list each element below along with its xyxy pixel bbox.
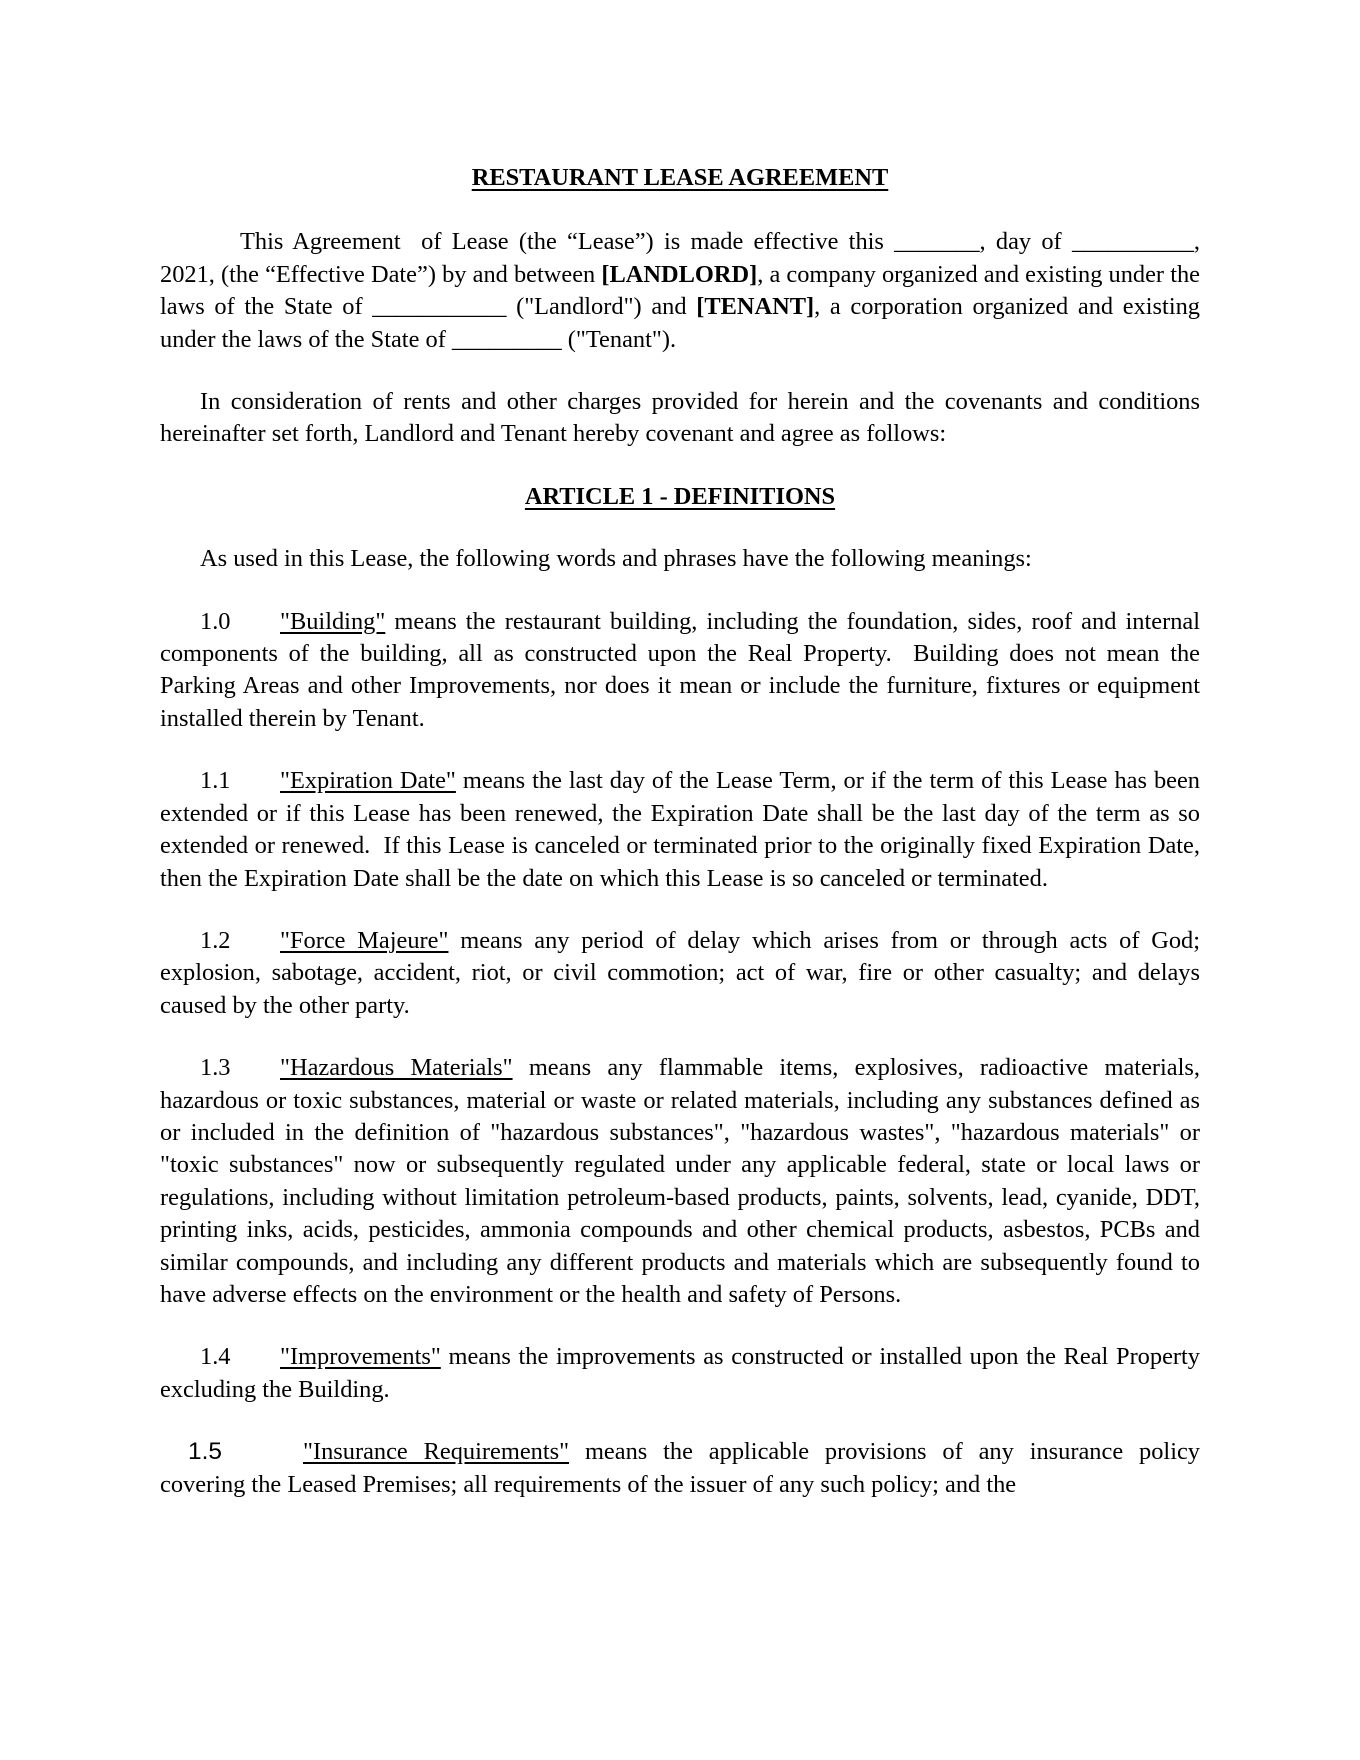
definition-body: means the last day of the Lease Term, or if the term of this Lease has been extended or if this Lease has been renewed, the Expiration Date shall be the last day of the term as so extended or renewed. If this Lease is canceled or terminated prior to the originally fixed Expiration Date, then the Expiration Date shall be the date on which this Lease is so canceled or terminated.: [160, 767, 1200, 892]
definition-item-expiration-date: [160, 765, 1200, 895]
definition-item-insurance-requirements: [160, 1436, 1200, 1501]
definition-number: 1.2: [200, 926, 231, 954]
definition-term: "Force Majeure": [280, 926, 449, 954]
definition-term: "Insurance Requirements": [303, 1438, 570, 1466]
definition-number: 1.0: [200, 607, 231, 635]
definition-term: "Building": [280, 607, 386, 635]
definition-item-improvements: [160, 1341, 1200, 1406]
definition-term: "Expiration Date": [280, 767, 456, 795]
landlord-placeholder: [LANDLORD]: [601, 260, 758, 288]
definition-body: means any flammable items, explosives, radioactive materials, hazardous or toxic substances, material or waste or related materials, including any substances defined as or included in the definition of "hazardous substances", "hazardous wastes", "hazardous materials" or "toxic substances" now or subsequently regulated under any applicable federal, state or local laws or regulations, including without limitation petroleum-based products, paints, solvents, lead, cyanide, DDT, printing inks, acids, pesticides, ammonia compounds and other chemical products, asbestos, PCBs and similar compounds, and including any different products and materials which are subsequently found to have adverse effects on the environment or the health and safety of Persons.: [160, 1054, 1200, 1308]
definition-item-force-majeure: [160, 925, 1200, 1022]
definition-number: 1.4: [200, 1343, 231, 1371]
definitions-lead-paragraph: As used in this Lease, the following words and phrases have the following meanings:: [200, 545, 1032, 573]
intro-middle-text: , a company organized and existing under the laws of the State of ___________ ("Landlord") and: [160, 260, 1200, 321]
definition-item-hazardous-materials: [160, 1052, 1200, 1311]
definition-number: 1.5: [188, 1438, 222, 1466]
document-title: RESTAURANT LEASE AGREEMENT: [471, 164, 889, 191]
definition-body: means the restaurant building, including the foundation, sides, roof and internal components of the building, all as constructed upon the Real Property. Building does not mean the Parking Areas and other Improvements, nor does it mean or include the furniture, fixtures or equipment installed therein by Tenant.: [160, 607, 1200, 732]
definition-number: 1.3: [200, 1054, 231, 1082]
intro-paragraph: [160, 226, 1200, 356]
article-1-heading: ARTICLE 1 - DEFINITIONS: [524, 482, 836, 510]
tenant-placeholder: [TENANT]: [696, 293, 815, 321]
definition-term: "Improvements": [280, 1343, 441, 1371]
intro-opening-text: This Agreement of Lease (the “Lease”) is made effective this _______, day of __________, 2021, (the “Effective Date”) by and between: [160, 228, 1200, 288]
intro-closing-text: , a corporation organized and existing under the laws of the State of _________ ("Tenant").: [160, 293, 1200, 353]
definition-body: means any period of delay which arises from or through acts of God; explosion, sabotage, accident, riot, or civil commotion; act of war, fire or other casualty; and delays caused by the other party.: [160, 926, 1200, 1019]
consideration-paragraph: In consideration of rents and other charges provided for herein and the covenants and conditions hereinafter set forth, Landlord and Tenant hereby covenant and agree as follows:: [160, 388, 1200, 448]
definition-body: means the applicable provisions of any insurance policy covering the Leased Premises; all requirements of the issuer of any such policy; and the: [160, 1438, 1200, 1498]
definition-body: means the improvements as constructed or installed upon the Real Property excluding the Building.: [160, 1343, 1200, 1403]
definition-term: "Hazardous Materials": [280, 1054, 513, 1082]
definition-item-building: [160, 606, 1200, 736]
definition-number: 1.1: [200, 767, 231, 795]
